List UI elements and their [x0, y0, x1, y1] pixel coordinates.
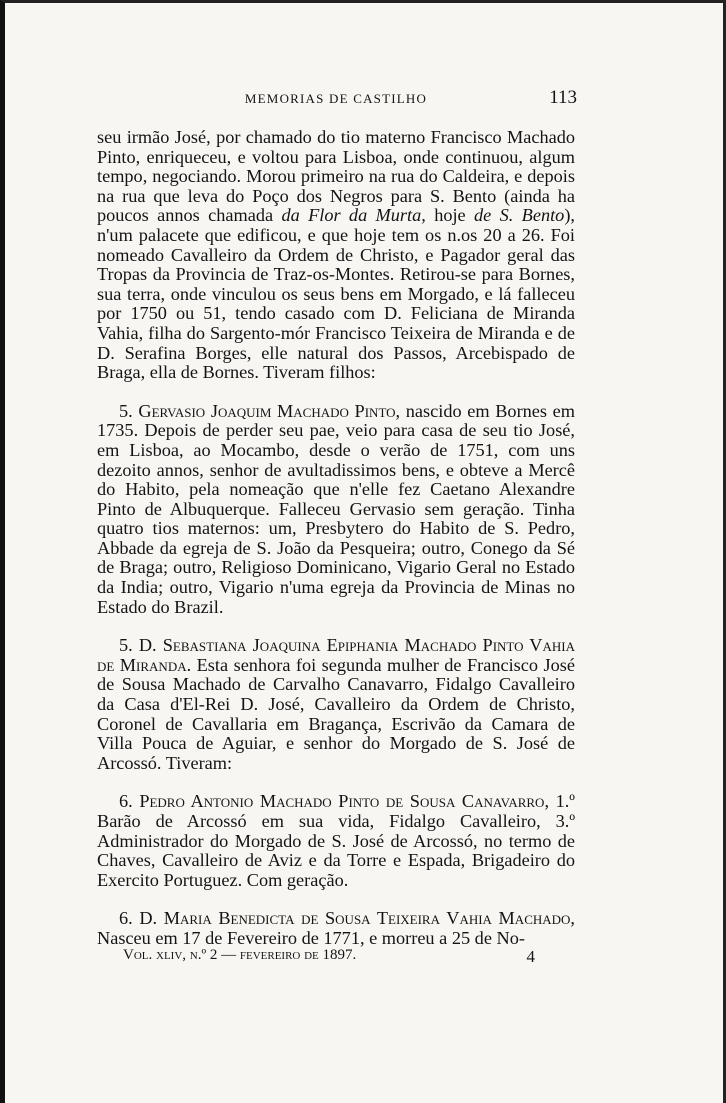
- page-footer: [123, 947, 535, 971]
- footer-signature: Vol. xliv, n.º 2 — fevereiro de 1897.: [123, 947, 357, 963]
- entry-number: 5.: [119, 400, 133, 421]
- intro-paragraph: [97, 128, 575, 383]
- running-head: [95, 87, 577, 111]
- intro-italic-2: de S. Bento: [474, 205, 565, 226]
- entry-name: D. Sebastiana Joaquina Epiphania Machado Pinto Vahia de Miranda: [97, 635, 575, 675]
- intro-text-2: hoje: [425, 205, 475, 226]
- intro-text-1: seu irmão José, por chamado do tio materno Francisco Machado Pinto, enriqueceu, e voltou para Lisboa, onde continuou, algum tempo, negociando. Morou primeiro na rua do Caldeira, e depois na rua que leva do Poço dos Negros para S. Bento (ainda ha poucos annos chamada: [97, 127, 575, 226]
- genealogy-entry-gervasio: [97, 402, 575, 618]
- paragraph-gap: [97, 383, 575, 402]
- entry-name: Pedro Antonio Machado Pinto de Sousa Canavarro: [139, 791, 545, 812]
- paragraph-gap: [97, 617, 575, 636]
- entry-text: , 1.º Barão de Arcossó em sua vida, Fidalgo Cavalleiro, 3.º Administrador do Morgado de S. José de Arcossó, no termo de Chaves, Cavalleiro de Aviz e da Torre e Espada, Brigadeiro do Exercito Portuguez. Com geração.: [97, 791, 575, 890]
- entry-name: Gervasio Joaquim Machado Pinto: [138, 400, 396, 421]
- intro-italic-1: da Flor da Murta,: [281, 205, 426, 226]
- intro-text-3: ), n'um palacete que edificou, e que hoje tem os n.os 20 a 26. Foi nomeado Cavalleiro da Ordem de Christo, e Pagador geral das Tropas da Provincia de Traz-os-Montes. Retirou-se para Bornes, sua terra, onde vinculou os seus bens em Morgado, e lá falleceu por 1750 ou 51, tendo casado com D. Feliciana de Miranda Vahia, filha do Sargento-mór Francisco Teixeira de Miranda e de D. Serafina Borges, elle natural dos Passos, Arcebispado de Braga, ella de Bornes. Tiveram filhos:: [97, 205, 575, 383]
- page-number: 113: [549, 87, 577, 108]
- body-text: [97, 128, 575, 949]
- entry-number: 5.: [119, 635, 133, 656]
- paragraph-gap: [97, 890, 575, 909]
- genealogy-entry-maria: [97, 909, 575, 948]
- genealogy-entry-pedro: [97, 792, 575, 890]
- entry-text: , nascido em Bornes em 1735. Depois de perder seu pae, veio para casa de seu tio José, em Lisboa, ao Mocambo, desde o verão de 1751, com uns dezoito annos, senhor de avultadissimos bens, e obteve a Mercê do Habito, pela nomeação que n'elle fez Caetano Alexandre Pinto de Albuquerque. Falleceu Gervasio sem geração. Tinha quatro tios maternos: um, Presbytero do Habito de S. Pedro, Abbade da egreja de S. João da Pesqueira; outro, Conego da Sé de Braga; outro, Religioso Dominicano, Vigario Geral no Estado da India; outro, Vigario n'uma egreja da Provincia de Minas no Estado do Brazil.: [97, 400, 576, 617]
- footer-sheet-number: 4: [526, 947, 535, 966]
- entry-number: 6.: [119, 791, 133, 812]
- paragraph-gap: [97, 773, 575, 792]
- genealogy-entry-sebastiana: [97, 636, 575, 773]
- entry-name: D. Maria Benedicta de Sousa Teixeira Vahia Machado: [139, 908, 571, 929]
- entry-text: , Nasceu em 17 de Fevereiro de 1771, e morreu a 25 de No-: [97, 908, 575, 948]
- running-title: MEMORIAS DE CASTILHO: [244, 91, 428, 106]
- entry-text: . Esta senhora foi segunda mulher de Francisco José de Sousa Machado de Carvalho Canavarro, Fidalgo Cavalleiro da Casa d'El-Rei D. José, Cavalleiro da Ordem de Christo, Coronel de Cavallaria em Bragança, Escrivão da Camara de Villa Pouca de Aguiar, e senhor do Morgado de S. José de Arcossó. Tiveram:: [97, 654, 575, 773]
- entry-number: 6.: [119, 908, 133, 929]
